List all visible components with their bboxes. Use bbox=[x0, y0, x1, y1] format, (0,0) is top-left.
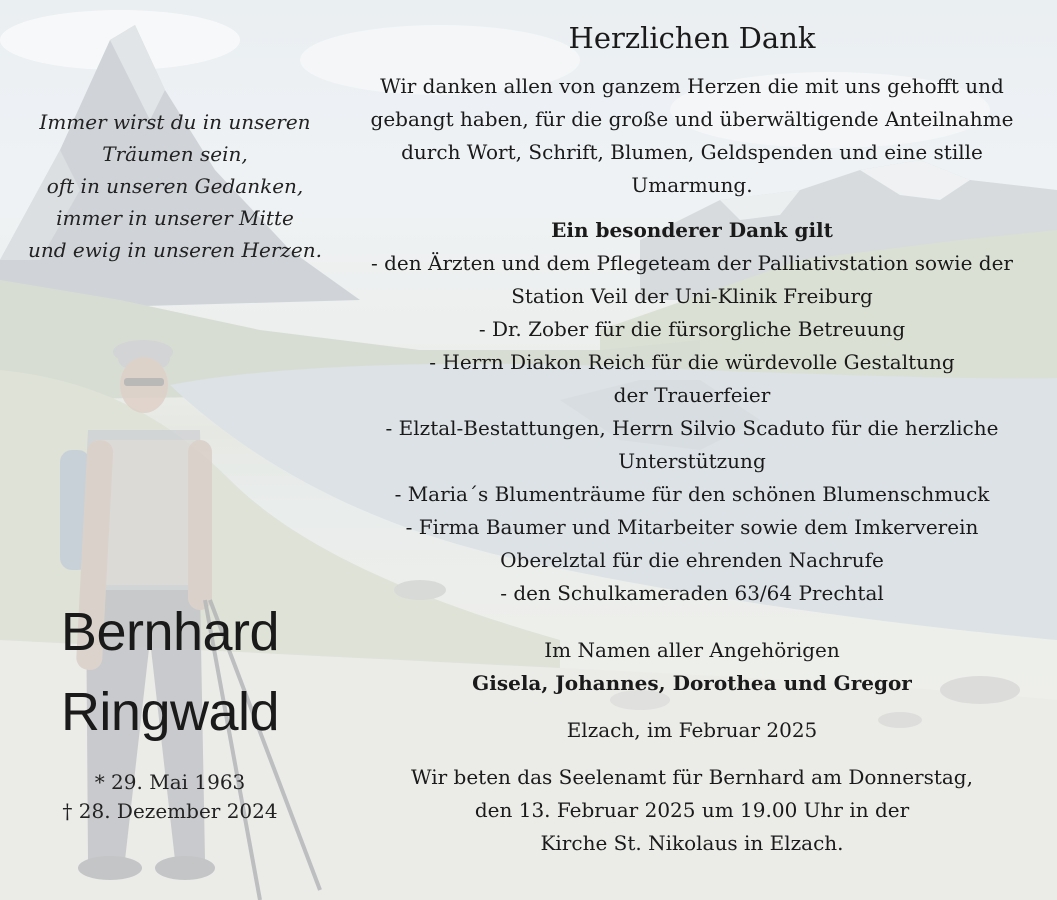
service-line: Kirche St. Nikolaus in Elzach. bbox=[540, 831, 844, 855]
deceased-name bbox=[20, 592, 320, 752]
poem-line: und ewig in unseren Herzen. bbox=[27, 238, 322, 262]
intro-line: Wir danken allen von ganzem Herzen die mit uns gehofft und bbox=[380, 74, 1004, 98]
thanks-list bbox=[345, 247, 1039, 610]
birth-date: * 29. Mai 1963 bbox=[94, 770, 246, 794]
thanks-line: der Trauerfeier bbox=[613, 383, 771, 407]
thanks-line: Station Veil der Uni-Klinik Freiburg bbox=[511, 284, 873, 308]
service-line: Wir beten das Seelenamt für Bernhard am Donnerstag, bbox=[411, 765, 973, 789]
intro-line: durch Wort, Schrift, Blumen, Geldspenden und eine stille bbox=[401, 140, 983, 164]
poem-line: immer in unserer Mitte bbox=[56, 206, 294, 230]
deceased-last-name: Ringwald bbox=[60, 682, 280, 742]
thanks-line: Unterstützung bbox=[618, 449, 766, 473]
thanks-line: Oberelztal für die ehrenden Nachrufe bbox=[500, 548, 884, 572]
life-dates bbox=[20, 768, 320, 826]
poem-line: oft in unseren Gedanken, bbox=[46, 174, 304, 198]
intro-line: Umarmung. bbox=[631, 173, 753, 197]
thanks-line: - den Schulkameraden 63/64 Prechtal bbox=[500, 581, 884, 605]
intro-line: gebangt haben, für die große und überwältigende Anteilnahme bbox=[370, 107, 1014, 131]
thanks-line: - Dr. Zober für die fürsorgliche Betreuung bbox=[478, 317, 906, 341]
thanks-line: - Elztal-Bestattungen, Herrn Silvio Scaduto für die herzliche bbox=[385, 416, 999, 440]
signature-names: Gisela, Johannes, Dorothea und Gregor bbox=[472, 671, 912, 695]
signature-intro: Im Namen aller Angehörigen bbox=[544, 638, 840, 662]
thanks-line: - Firma Baumer und Mitarbeiter sowie dem Imkerverein bbox=[405, 515, 979, 539]
thanks-line: - Herrn Diakon Reich für die würdevolle Gestaltung bbox=[429, 350, 955, 374]
deceased-first-name: Bernhard bbox=[60, 602, 280, 662]
thanks-line: - den Ärzten und dem Pflegeteam der Palliativstation sowie der bbox=[371, 251, 1013, 275]
service-announcement bbox=[345, 761, 1039, 860]
poem-line: Immer wirst du in unseren bbox=[39, 110, 311, 134]
thanks-line: - Maria´s Blumenträume für den schönen Blumenschmuck bbox=[394, 482, 990, 506]
place-and-date: Elzach, im Februar 2025 bbox=[566, 718, 818, 742]
poem-line: Träumen sein, bbox=[102, 142, 248, 166]
special-thanks-heading: Ein besonderer Dank gilt bbox=[551, 218, 833, 242]
thank-you-text bbox=[345, 16, 1039, 860]
service-line: den 13. Februar 2025 um 19.00 Uhr in der bbox=[474, 798, 910, 822]
notice-title: Herzlichen Dank bbox=[568, 21, 816, 55]
death-date: † 28. Dezember 2024 bbox=[62, 799, 278, 823]
memorial-poem bbox=[10, 106, 340, 266]
intro-paragraph bbox=[345, 70, 1039, 202]
